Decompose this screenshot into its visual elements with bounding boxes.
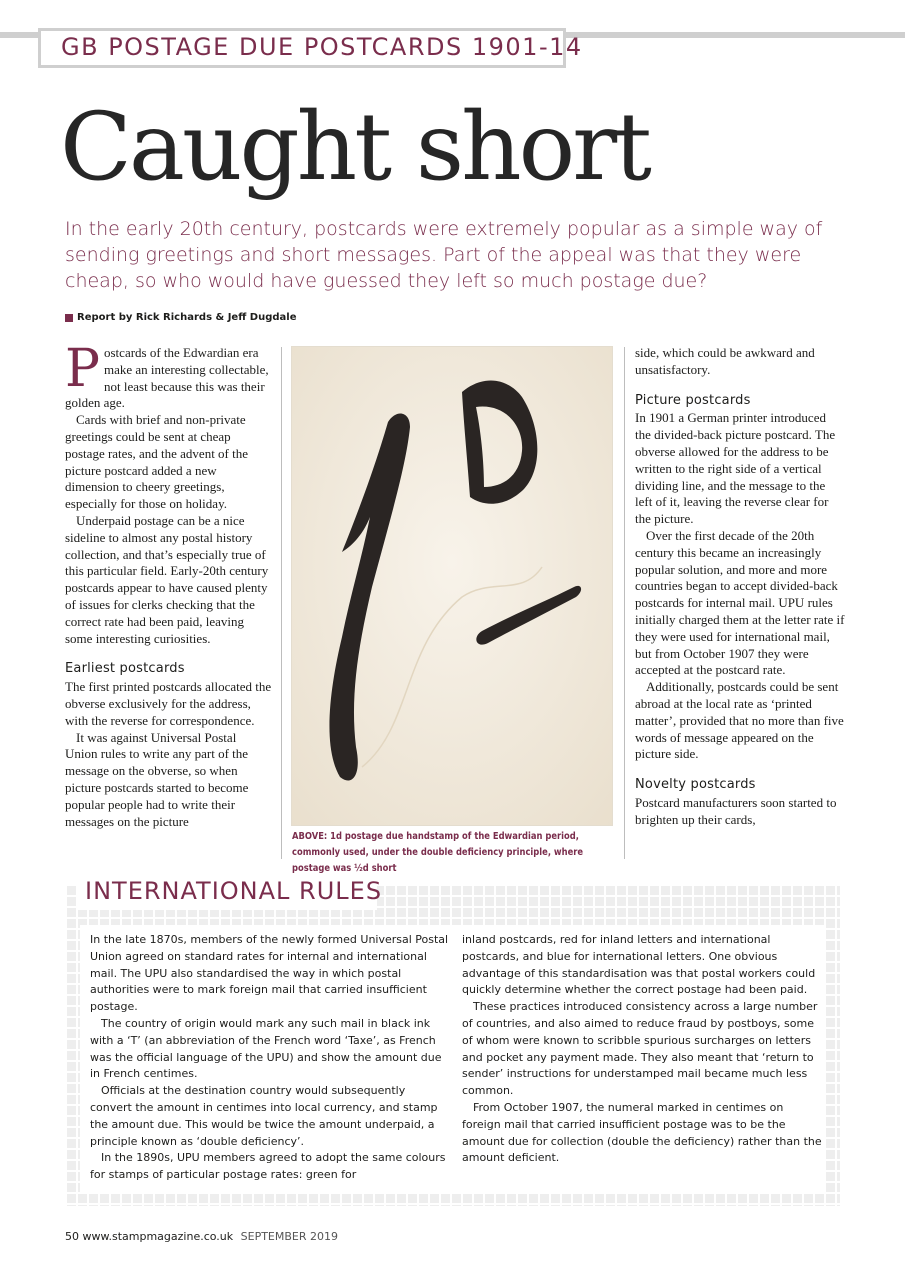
paragraph: Over the first decade of the 20th century this became an increasingly popular solution, and more and more countries began to accept divided-back postcards for internal mail. UPU rules initially charged them at the letter rate if they were used for international mail, but from October 1907 they were accepted at the postcard rate.	[635, 527, 845, 678]
article-column-1	[65, 339, 272, 830]
paragraph: These practices introduced consistency across a large number of countries, and also aimed to reduce fraud by postboys, some of whom were known to scribble spurious surcharges on letters and pocket any payment made. They also meant that ‘return to sender’ instructions for understamped mail became much less common.	[462, 1000, 818, 1098]
issue-date: SEPTEMBER 2019	[240, 1230, 338, 1243]
paragraph: side, which could be awkward and unsatisfactory.	[635, 345, 815, 377]
subheading: Picture postcards	[635, 392, 751, 408]
paragraph: inland postcards, red for inland letters and international postcards, and blue for international letters. One obvious advantage of this standardisation was that postal workers could quickly determine whether the correct postage had been paid.	[462, 933, 816, 997]
section-tag: GB POSTAGE DUE POSTCARDS 1901-14	[61, 33, 583, 61]
headline: Caught short	[60, 93, 649, 202]
boxout-column-right	[462, 932, 822, 1167]
paragraph: Additionally, postcards could be sent abroad at the local rate as ‘printed matter’, provided that no more than five words of message appeared on the picture side.	[635, 679, 844, 762]
boxout-column-left	[90, 932, 450, 1184]
column-divider	[624, 347, 625, 859]
paragraph: In the 1890s, UPU members agreed to adopt the same colours for stamps of particular postage rates: green for	[90, 1151, 446, 1182]
standfirst: In the early 20th century, postcards were extremely popular as a simple way of sending greetings and short messages. Part of the appeal was that they were cheap, so who would have guessed they left so much postage due?	[65, 218, 823, 292]
paragraph	[65, 339, 272, 412]
paragraph: It was against Universal Postal Union rules to write any part of the message on the obverse, so when picture postcards started to become popular people had to write their messages on the picture	[65, 729, 249, 829]
paragraph: The first printed postcards allocated the obverse exclusively for the address, with the reverse for correspondence.	[65, 679, 272, 728]
paragraph: Postcard manufacturers soon started to brighten up their cards,	[635, 794, 837, 827]
byline	[65, 312, 296, 323]
drop-cap: P	[65, 339, 100, 399]
subheading: Novelty postcards	[635, 777, 756, 793]
column-divider	[281, 347, 282, 859]
photo-caption: ABOVE: 1d postage due handstamp of the Edwardian period, commonly used, under the double deficiency principle, where postage was ½d short	[292, 831, 584, 874]
paragraph: From October 1907, the numeral marked in centimes on foreign mail that carried insufficient postage was to be the amount due for collection (double the deficiency) rather than the amount deficient.	[462, 1100, 822, 1165]
handstamp-image	[292, 347, 612, 825]
paragraph: In 1901 a German printer introduced the divided-back picture postcard. The obverse allowed for the address to be written to the right side of a vertical dividing line, and the message to the left of it, leaving the reverse clear for the picture.	[635, 410, 836, 527]
paragraph: Cards with brief and non-private greetings could be sent at cheap postage rates, and the advent of the picture postcard added a new dimension to cheery greetings, especially for those on holiday.	[65, 412, 249, 512]
article-column-3	[635, 345, 845, 829]
paragraph: Underpaid postage can be a nice sideline to almost any postal history collection, and that’s especially true of this particular field. Early-20th century postcards appear to have caused plenty of issues for clerks checking that the correct rate had been paid, leaving some interesting curiosities.	[65, 512, 269, 646]
byline-square-icon	[65, 314, 73, 322]
subheading: Earliest postcards	[65, 661, 185, 677]
paragraph: The country of origin would mark any such mail in black ink with a ‘T’ (an abbreviation of the French word ‘Taxe’, as French was the official language of the UPU) and show the amount due in French centimes.	[90, 1016, 442, 1081]
paragraph: In the late 1870s, members of the newly formed Universal Postal Union agreed on standard rates for internal and international mail. The UPU also standardised the way in which postal authorities were to mark foreign mail that carried insufficient postage.	[90, 933, 449, 1014]
byline-text: Report by Rick Richards & Jeff Dugdale	[77, 312, 297, 323]
boxout-title: INTERNATIONAL RULES	[85, 877, 383, 905]
section-tag-box	[38, 28, 583, 68]
website-link[interactable]: www.stampmagazine.co.uk	[82, 1230, 234, 1243]
paragraph-text: ostcards of the Edwardian era make an interesting collectable, not least because this was their golden age.	[65, 345, 269, 411]
page-number: 50	[65, 1230, 79, 1243]
paragraph: Officials at the destination country would subsequently convert the amount in centimes into local currency, and stamp the amount due. This would be twice the amount underpaid, a principle known as ‘double deficiency’.	[90, 1084, 438, 1148]
page-footer	[65, 1230, 338, 1243]
handstamp-photo	[292, 347, 612, 825]
